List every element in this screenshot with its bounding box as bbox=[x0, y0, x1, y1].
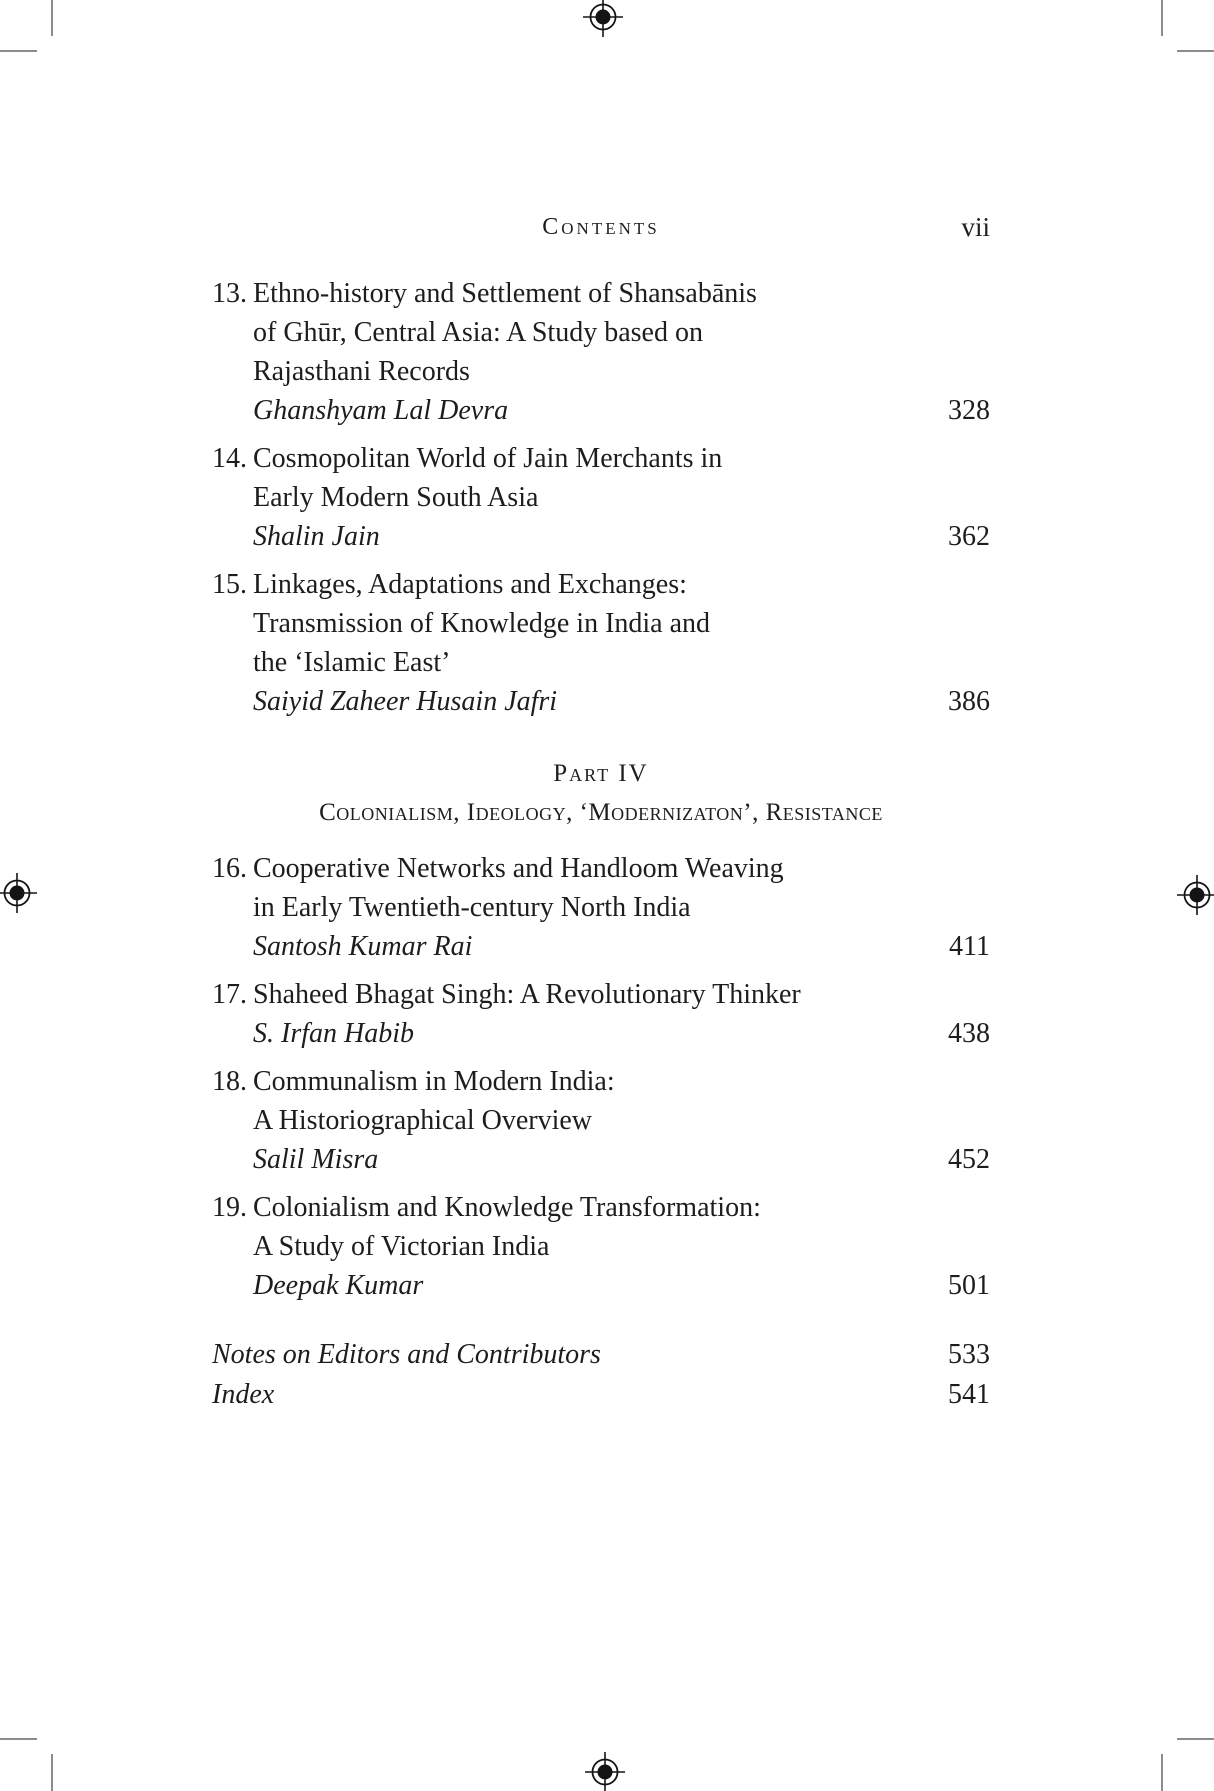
entry-title-line: A Study of Victorian India bbox=[253, 1231, 550, 1262]
entry-page-number: 501 bbox=[948, 1270, 990, 1301]
entry-title-line: Early Modern South Asia bbox=[253, 482, 539, 513]
folio-page-number: vii bbox=[961, 212, 990, 242]
toc-entry-16 bbox=[212, 849, 990, 966]
entry-number: 16. bbox=[212, 853, 247, 884]
registration-mark-icon bbox=[583, 0, 623, 37]
entry-title-line: Colonialism and Knowledge Transformation: bbox=[253, 1192, 761, 1223]
entry-title-line: Cooperative Networks and Handloom Weaving bbox=[253, 853, 784, 884]
page-title: Contents bbox=[542, 214, 660, 240]
crop-mark bbox=[1177, 1738, 1214, 1740]
running-header bbox=[212, 212, 990, 242]
backmatter-page-number: 533 bbox=[948, 1339, 990, 1370]
entry-number: 15. bbox=[212, 569, 247, 600]
part-title: Colonialism, Ideology, ‘Modernizaton’, Resistance bbox=[319, 799, 883, 826]
entry-page-number: 438 bbox=[948, 1018, 990, 1049]
toc-entry-19 bbox=[212, 1188, 990, 1305]
entry-title-line: Communalism in Modern India: bbox=[253, 1066, 615, 1097]
entry-title-line: Rajasthani Records bbox=[253, 356, 470, 387]
entry-number: 18. bbox=[212, 1066, 247, 1097]
entry-page-number: 452 bbox=[948, 1144, 990, 1175]
entry-author: S. Irfan Habib bbox=[253, 1018, 414, 1049]
entry-title-line: Ethno-history and Settlement of Shansabānis bbox=[253, 278, 757, 309]
crop-mark bbox=[51, 0, 53, 36]
crop-mark bbox=[0, 50, 37, 52]
crop-mark bbox=[1161, 0, 1163, 36]
entry-title-line: A Historiographical Overview bbox=[253, 1105, 593, 1136]
entry-title-line: Shaheed Bhagat Singh: A Revolutionary Thinker bbox=[253, 979, 801, 1010]
registration-mark-icon bbox=[585, 1752, 625, 1791]
entry-title-line: in Early Twentieth-century North India bbox=[253, 892, 691, 923]
entry-title-line: Cosmopolitan World of Jain Merchants in bbox=[253, 443, 723, 474]
entry-author: Deepak Kumar bbox=[253, 1270, 424, 1301]
toc-entry-13 bbox=[212, 274, 990, 430]
backmatter-item-index bbox=[212, 1375, 990, 1415]
entry-author: Shalin Jain bbox=[253, 521, 380, 552]
part-heading bbox=[212, 755, 990, 833]
backmatter-title: Index bbox=[212, 1379, 275, 1410]
table-of-contents bbox=[212, 274, 990, 1415]
entry-page-number: 328 bbox=[948, 395, 990, 426]
entry-number: 17. bbox=[212, 979, 247, 1010]
entry-author: Santosh Kumar Rai bbox=[253, 931, 473, 962]
toc-entry-18 bbox=[212, 1062, 990, 1179]
entry-title-line: of Ghūr, Central Asia: A Study based on bbox=[253, 317, 703, 348]
backmatter-page-number: 541 bbox=[948, 1379, 990, 1410]
entry-author: Ghanshyam Lal Devra bbox=[253, 395, 509, 426]
entry-number: 14. bbox=[212, 443, 247, 474]
entry-title-line: Transmission of Knowledge in India and bbox=[253, 608, 711, 639]
entry-page-number: 411 bbox=[949, 931, 990, 962]
registration-mark-icon bbox=[0, 873, 37, 913]
part-label: Part IV bbox=[553, 760, 649, 787]
toc-entry-14 bbox=[212, 439, 990, 556]
crop-mark bbox=[1177, 50, 1214, 52]
entry-author: Salil Misra bbox=[253, 1144, 379, 1175]
entry-title-line: Linkages, Adaptations and Exchanges: bbox=[253, 569, 687, 600]
toc-entry-17 bbox=[212, 975, 990, 1053]
toc-entry-15 bbox=[212, 565, 990, 721]
crop-mark bbox=[1161, 1754, 1163, 1791]
crop-mark bbox=[0, 1738, 37, 1740]
registration-mark-icon bbox=[1177, 875, 1214, 915]
entry-page-number: 362 bbox=[948, 521, 990, 552]
backmatter-title: Notes on Editors and Contributors bbox=[212, 1339, 601, 1370]
back-matter bbox=[212, 1335, 990, 1415]
entry-number: 13. bbox=[212, 278, 247, 309]
entry-page-number: 386 bbox=[948, 686, 990, 717]
entry-title-line: the ‘Islamic East’ bbox=[253, 647, 451, 678]
crop-mark bbox=[51, 1754, 53, 1791]
entry-number: 19. bbox=[212, 1192, 247, 1223]
backmatter-item-notes bbox=[212, 1335, 990, 1375]
entry-author: Saiyid Zaheer Husain Jafri bbox=[253, 686, 558, 717]
